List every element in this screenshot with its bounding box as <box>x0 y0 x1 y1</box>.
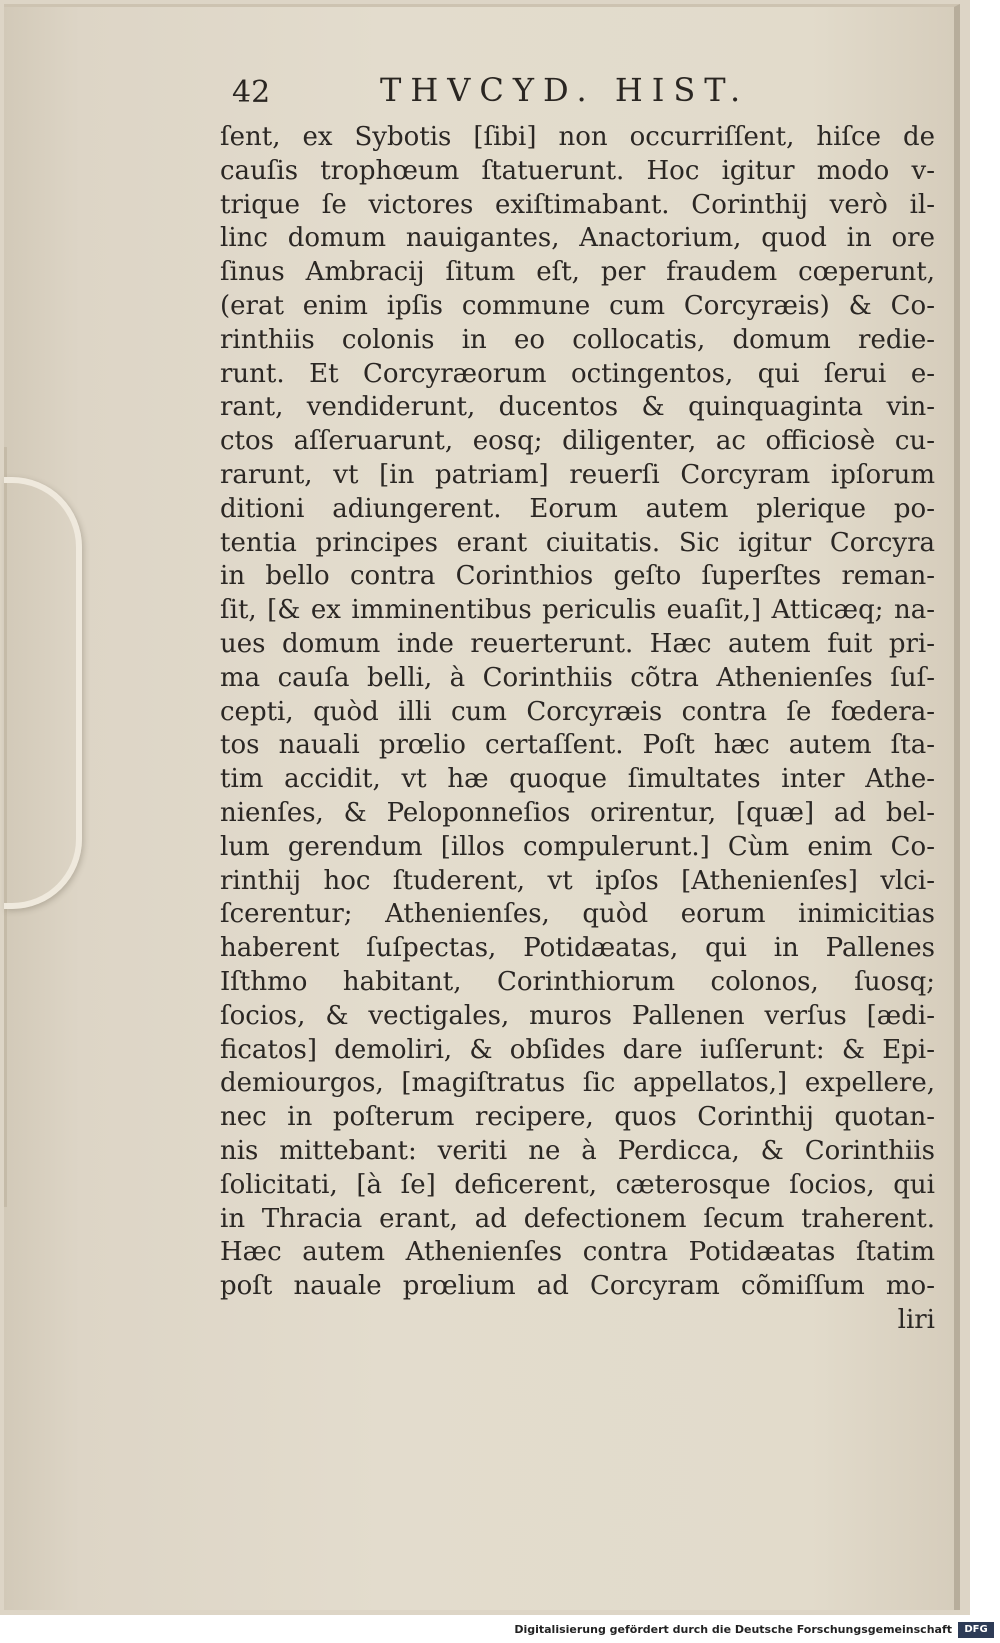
dfg-logo: DFG <box>958 1622 994 1638</box>
text-line: rinthiis colonis in eo collocatis, domum redie- <box>220 324 935 355</box>
text-line: rarunt, vt [in patriam] reuerſi Corcyram ipſorum <box>220 459 935 490</box>
text-line: in Thracia erant, ad defectionem ſecum traherent. <box>220 1203 935 1234</box>
text-line: tentia principes erant ciuitatis. Sic igitur Corcyra <box>220 527 935 558</box>
text-line: nis mittebant: veriti ne à Perdicca, & Corinthiis <box>220 1135 935 1166</box>
footer-bar <box>0 1620 1000 1643</box>
text-line: ditioni adiungerent. Eorum autem plerique po- <box>220 493 935 524</box>
paper-fold-mark <box>4 477 82 909</box>
text-line: trique ſe victores exiſtimabant. Corinthij verò il- <box>220 189 935 220</box>
text-line: ma cauſa belli, à Corinthiis cõtra Athenienſes ſuſ- <box>220 662 935 693</box>
text-line: rinthij hoc ſtuderent, vt ipſos [Athenienſes] vlci- <box>220 865 935 896</box>
text-line: ſocios, & vectigales, muros Pallenen verſus [ædi- <box>220 1000 935 1031</box>
text-line: (erat enim ipſis commune cum Corcyræis) & Co- <box>220 290 935 321</box>
digitization-credit: Digitalisierung gefördert durch die Deutsche Forschungsgemeinschaft <box>514 1623 952 1636</box>
page-number: 42 <box>232 75 271 110</box>
text-line: demiourgos, [magiſtratus ſic appellatos,] expellere, <box>220 1068 935 1099</box>
text-line: in bello contra Corinthios geſto ſuperſtes reman- <box>220 561 935 592</box>
text-line: ſent, ex Sybotis [ſibi] non occurriſſent, hiſce de <box>220 122 935 152</box>
text-line: ctos aſſeruarunt, eosq; diligenter, ac officiosè cu- <box>220 426 935 457</box>
page-header <box>232 69 962 117</box>
text-line: poſt nauale prœlium ad Corcyram cõmiſſum mo- <box>220 1271 935 1302</box>
text-line: ſolicitati, [à ſe] deficerent, cæterosque ſocios, qui <box>220 1169 935 1200</box>
text-line: nec in poſterum recipere, quos Corinthij quotan- <box>220 1102 935 1133</box>
text-line: ſit, [& ex imminentibus periculis euaſit,] Atticæq; na- <box>220 595 935 626</box>
text-line: tos nauali prœlio certaſſent. Poſt hæc autem ſta- <box>220 730 935 761</box>
text-line: tim accidit, vt hæ quoque ſimultates inter Athe- <box>220 764 935 795</box>
text-line: liri <box>897 1304 935 1335</box>
text-line: nienſes, & Peloponneſios orirentur, [quæ] ad bel- <box>220 797 935 828</box>
text-line: ues domum inde reuerterunt. Hæc autem fuit pri- <box>220 628 935 659</box>
text-line: cepti, quòd illi cum Corcyræis contra ſe fœdera- <box>220 696 935 727</box>
text-line: haberent ſuſpectas, Potidæatas, qui in Pallenes <box>220 933 935 964</box>
text-line: ſcerentur; Athenienſes, quòd eorum inimicitias <box>220 899 935 930</box>
text-line: cauſis trophœum ſtatuerunt. Hoc igitur modo v- <box>220 155 935 186</box>
book-page <box>4 4 960 1610</box>
text-line: runt. Et Corcyræorum octingentos, qui ſerui e- <box>220 358 935 389</box>
text-line: ficatos] demoliri, & obſides dare iuſſerunt: & Epi- <box>220 1034 935 1065</box>
text-line: lum gerendum [illos compulerunt.] Cùm enim Co- <box>220 831 935 862</box>
text-line: ſinus Ambracij ſitum eſt, per fraudem cœperunt, <box>220 257 935 288</box>
text-line: rant, vendiderunt, ducentos & quinquaginta vin- <box>220 392 935 423</box>
text-line: Hæc autem Athenienſes contra Potidæatas ſtatim <box>220 1237 935 1268</box>
body-text <box>220 121 935 1338</box>
running-head: THVCYD. HIST. <box>380 71 750 109</box>
text-line: Iſthmo habitant, Corinthiorum colonos, ſuosq; <box>220 966 935 997</box>
text-line: linc domum nauigantes, Anactorium, quod in ore <box>220 223 935 254</box>
